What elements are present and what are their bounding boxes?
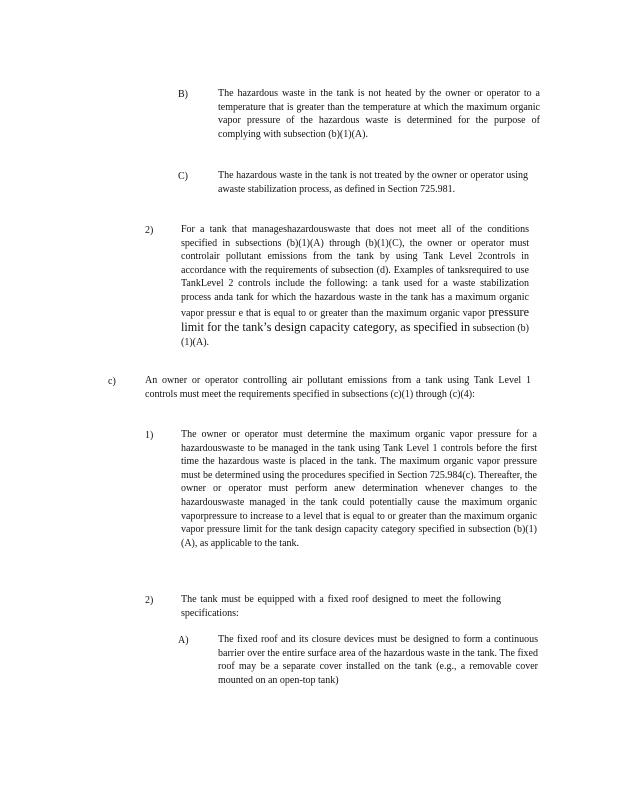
item-text-main: For a tank that manageshazardouswaste that does not meet all of the conditions specified in subsections (b)(1)(A) through (b)(1)(C), the owner or operator must controlair pollutant emissions from the tank by using Tank Level 2controls in accordance with the requirements of subsection (d). Examples of tanksrequired to use TankLevel 2 controls include the following: a tank used for a waste stabilization process anda tank for which the hazardous waste in the tank has a maximum organic vapor pressur e that is equal to or greater than the maximum organic vapor bbox=[181, 224, 529, 319]
item-label: C) bbox=[178, 171, 188, 182]
item-text: The hazardous waste in the tank is not heated by the owner or operator to a temperature that is greater than the temperature at which the maximum organic vapor pressure of the hazardous waste is determined for the purpose of complying with subsection (b)(1)(A). bbox=[218, 88, 540, 140]
item-label: 2) bbox=[145, 595, 154, 606]
item-label: 1) bbox=[145, 430, 154, 441]
item-text: The hazardous waste in the tank is not treated by the owner or operator using awaste stabilization process, as defined in Section 725.981. bbox=[218, 170, 528, 195]
item-text-large: pressure limit for the tank’s design capacity category, as specified in bbox=[181, 304, 529, 335]
item-text: The tank must be equipped with a fixed roof designed to meet the following specifications: bbox=[181, 594, 501, 619]
item-text: The owner or operator must determine the maximum organic vapor pressure for a hazardouswaste to be managed in the tank using Tank Level 1 controls before the first time the hazardous waste is placed in the tank. The maximum organic vapor pressure must be determined using the procedures specified in Section 725.984(c). Thereafter, the owner or operator must perform anew determination whenever changes to the hazardouswaste managed in the tank could potentially cause the maximum organic vaporpressure to increase to a level that is equal to or greater than the maximum organic vapor pressure limit for the tank design capacity category specified in subsection (b)(1)(A), as applicable to the tank. bbox=[181, 429, 537, 549]
item-label: B) bbox=[178, 89, 188, 100]
item-text: An owner or operator controlling air pollutant emissions from a tank using Tank Level 1 controls must meet the requirements specified in subsections (c)(1) through (c)(4): bbox=[145, 375, 531, 400]
item-text: The fixed roof and its closure devices must be designed to form a continuous barrier over the entire surface area of the hazardous waste in the tank. The fixed roof may be a separate cover installed on the tank (e.g., a removable cover mounted on an open-top tank) bbox=[218, 634, 538, 686]
item-label: A) bbox=[178, 635, 189, 646]
item-label: c) bbox=[108, 376, 116, 387]
item-text-end: subsection (b)(1)(A). bbox=[181, 323, 530, 348]
item-label: 2) bbox=[145, 225, 154, 236]
item-text bbox=[181, 223, 529, 349]
